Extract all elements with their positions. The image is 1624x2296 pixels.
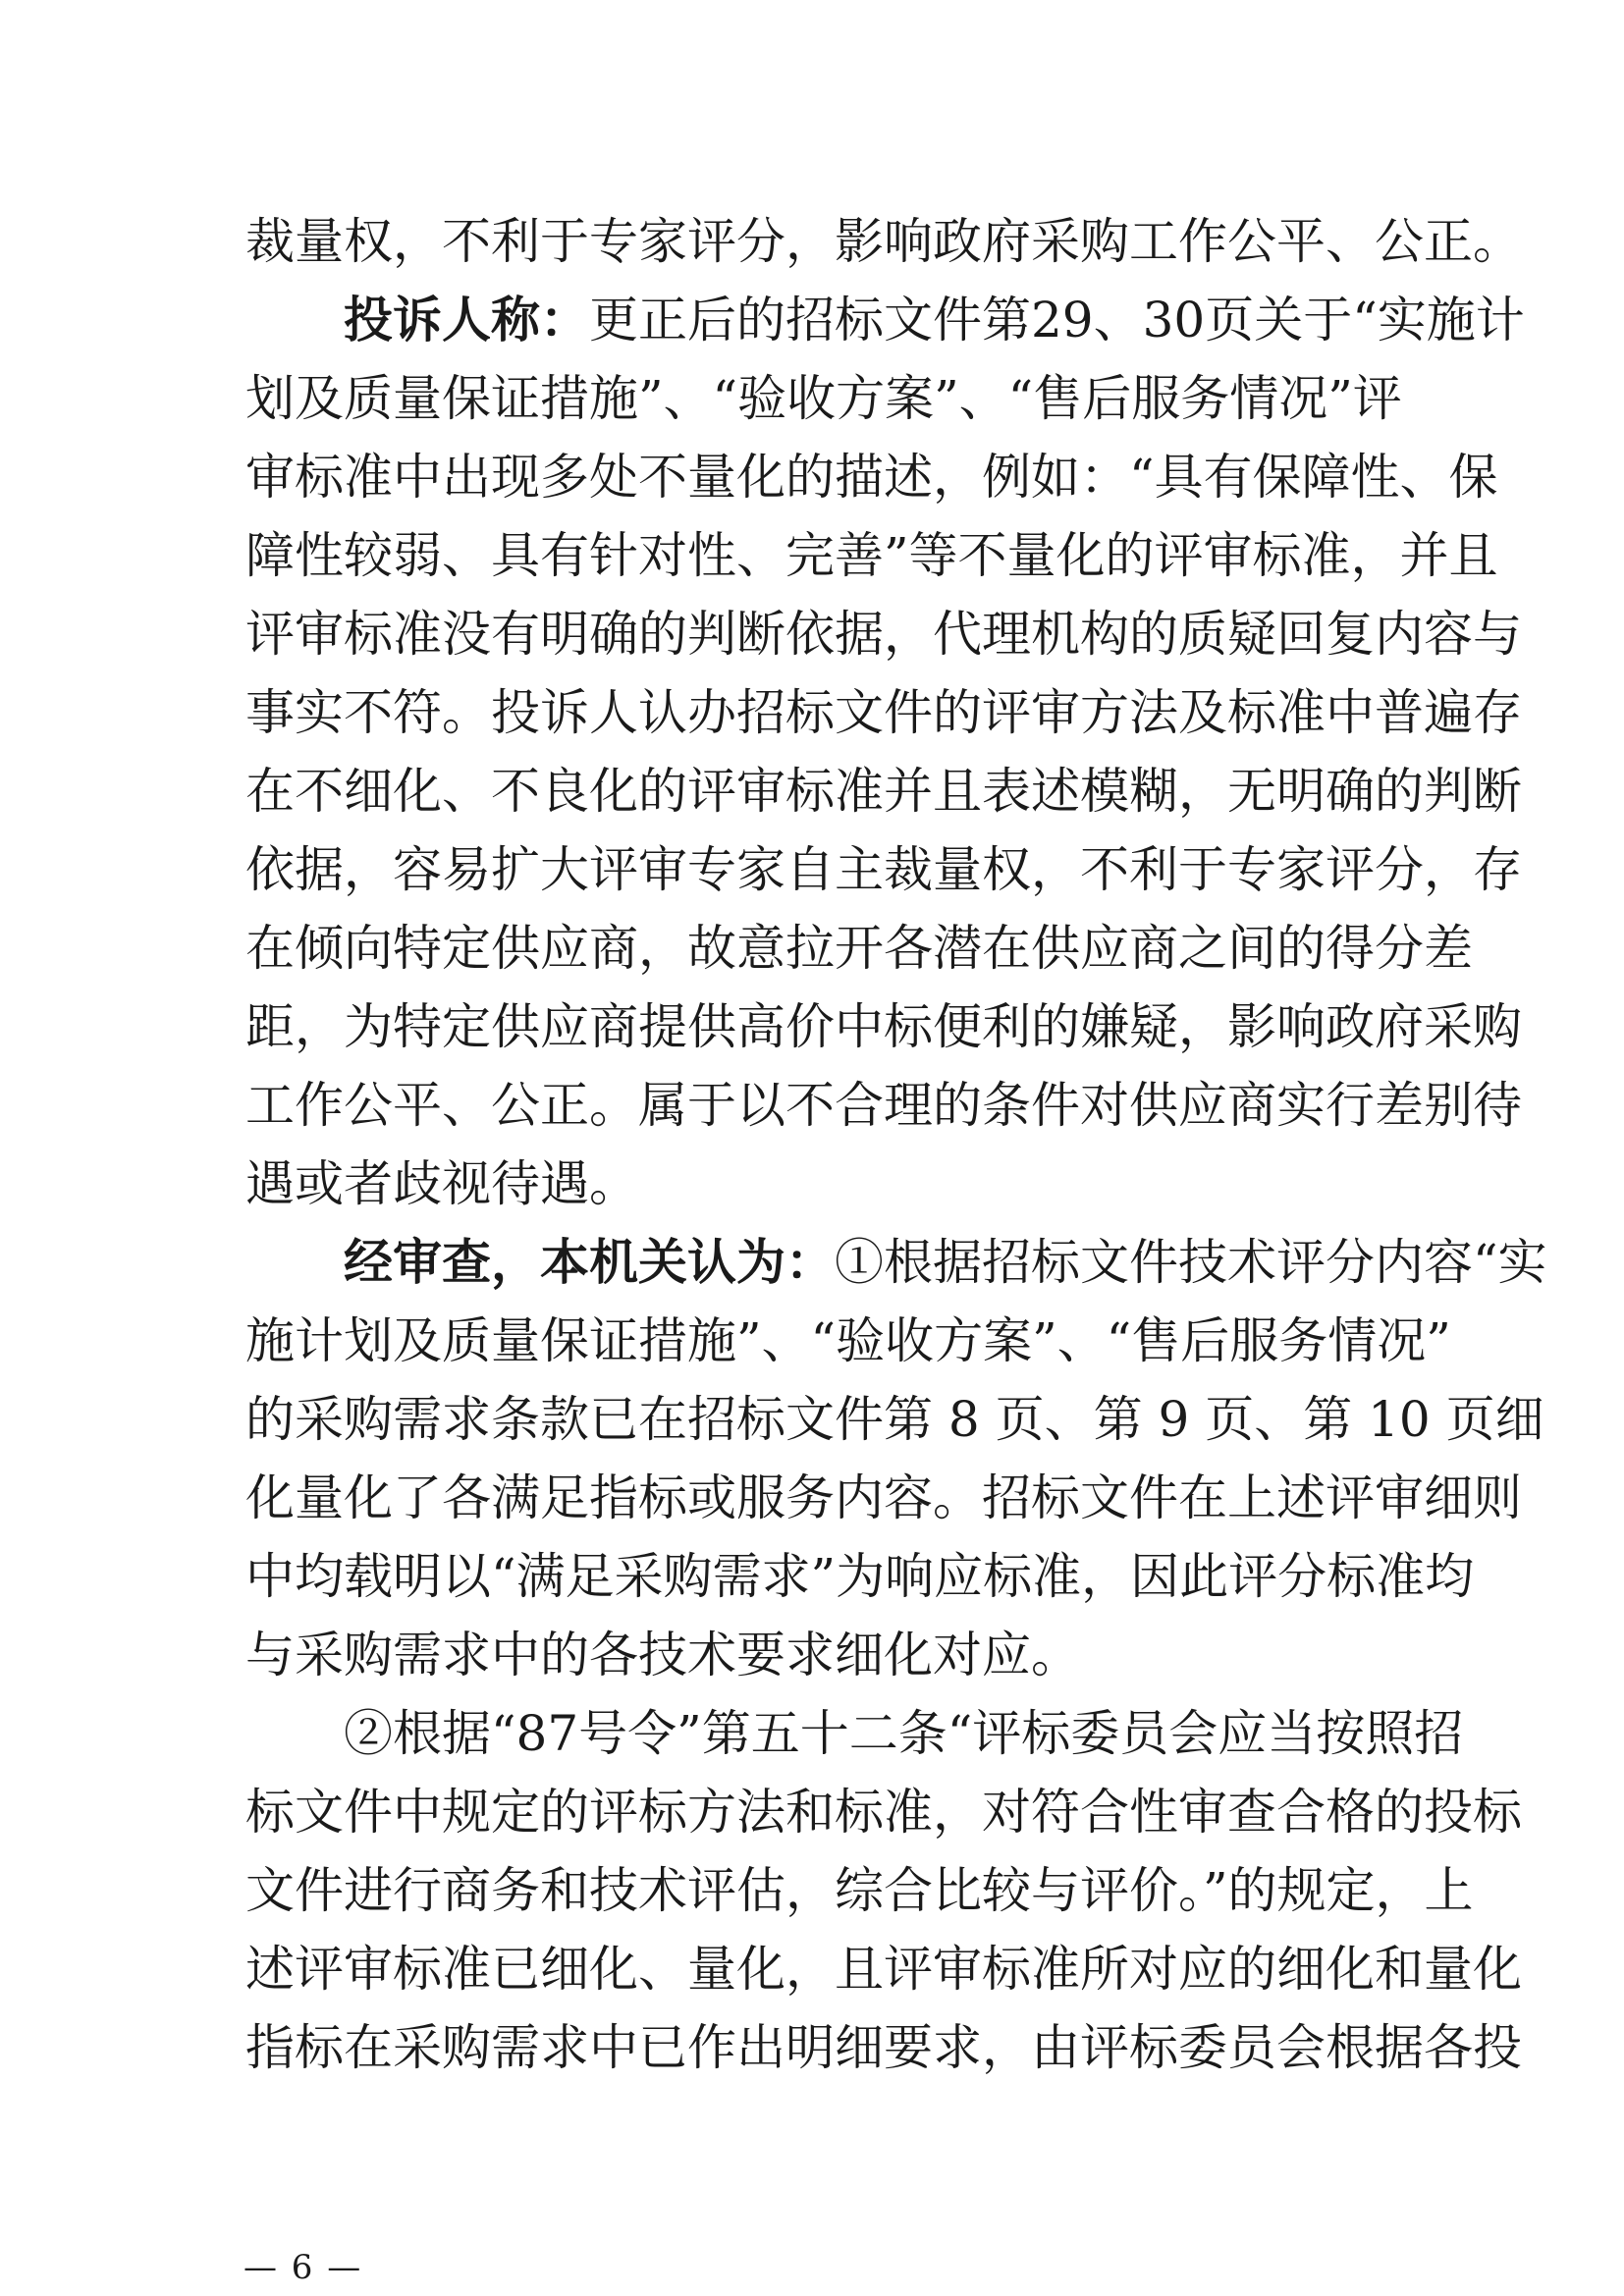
text-line: 指标在采购需求中已作出明细要求，由评标委员会根据各投: [245, 2019, 1522, 2076]
review-label: 经审查，本机关认为：: [344, 1233, 835, 1291]
text-line: 裁量权，不利于专家评分，影响政府采购工作公平、公正。: [245, 213, 1522, 270]
text-line: 化量化了各满足指标或服务内容。招标文件在上述评审细则: [245, 1469, 1522, 1526]
text-line: 的采购需求条款已在招标文件第 8 页、第 9 页、第 10 页细: [245, 1391, 1544, 1448]
text-line: 在不细化、不良化的评审标准并且表述模糊，无明确的判断: [245, 763, 1522, 820]
text-line: 划及质量保证措施”、“验收方案”、“售后服务情况”评: [245, 370, 1402, 427]
text-line: 障性较弱、具有针对性、完善”等不量化的评审标准，并且: [245, 527, 1498, 584]
text-line: 标文件中规定的评标方法和标准，对符合性审查合格的投标: [245, 1784, 1522, 1841]
text-line: 在倾向特定供应商，故意拉开各潜在供应商之间的得分差: [245, 920, 1473, 977]
page-number: — 6 —: [244, 2248, 363, 2287]
text-line: 依据，容易扩大评审专家自主裁量权，不利于专家评分，存: [245, 841, 1522, 898]
text-line: 距，为特定供应商提供高价中标便利的嫌疑，影响政府采购: [245, 998, 1522, 1055]
complainant-label: 投诉人称：: [344, 291, 589, 348]
complainant-paragraph-first-line: [344, 291, 1525, 349]
text-line: 与采购需求中的各技术要求细化对应。: [245, 1627, 1080, 1683]
text-line: 审标准中出现多处不量化的描述，例如：“具有保障性、保: [245, 449, 1498, 506]
text-line: 工作公平、公正。属于以不合理的条件对供应商实行差别待: [245, 1077, 1522, 1134]
text-line: 评审标准没有明确的判断依据，代理机构的质疑回复内容与: [245, 606, 1522, 663]
text-line: 文件进行商务和技术评估，综合比较与评价。”的规定，上: [245, 1862, 1474, 1919]
text-line: 述评审标准已细化、量化，且评审标准所对应的细化和量化: [245, 1941, 1522, 1998]
text-line: ②根据“87号令”第五十二条“评标委员会应当按照招: [344, 1705, 1464, 1762]
text-line: 中均载明以“满足采购需求”为响应标准，因此评分标准均: [245, 1548, 1475, 1605]
text-line: 事实不符。投诉人认办招标文件的评审方法及标准中普遍存: [245, 684, 1522, 741]
text-line: 遇或者歧视待遇。: [245, 1155, 638, 1212]
review-text: ①根据招标文件技术评分内容“实: [835, 1234, 1547, 1291]
review-paragraph-first-line: [344, 1233, 1547, 1292]
text-line: 施计划及质量保证措施”、“验收方案”、“售后服务情况”: [245, 1312, 1451, 1369]
complainant-text: 更正后的招标文件第29、30页关于“实施计: [589, 292, 1525, 348]
